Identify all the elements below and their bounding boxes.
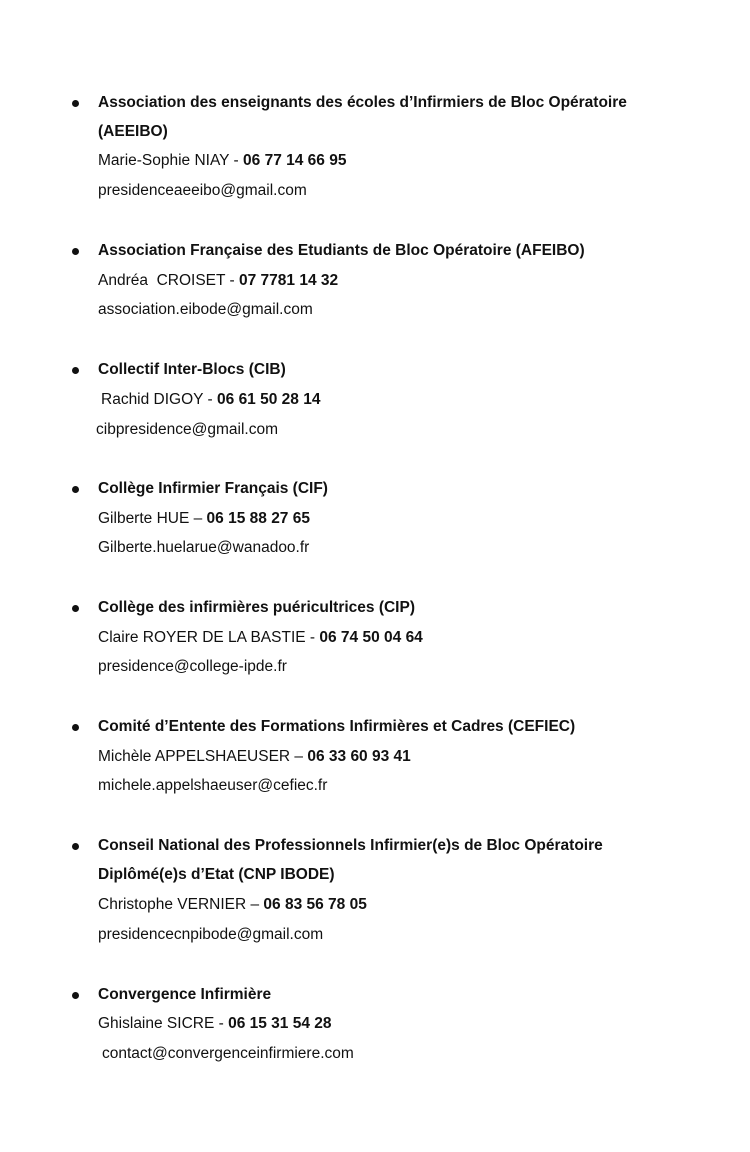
contact-name: Rachid DIGOY (101, 391, 204, 408)
contact-name: Christophe VERNIER (98, 896, 247, 913)
organization-title: Association Française des Etudiants de Bloc Opératoire (AFEIBO) (98, 242, 585, 259)
phone-number: 06 77 14 66 95 (243, 152, 347, 169)
bullet-icon (72, 367, 79, 374)
contact-name: Marie-Sophie NIAY (98, 152, 230, 169)
bullet-icon (72, 486, 79, 493)
contact-line (98, 747, 411, 767)
email-address: cibpresidence@gmail.com (96, 421, 279, 438)
contact-name: Claire ROYER DE LA BASTIE (98, 629, 306, 646)
separator: - (305, 629, 320, 646)
organization-title: Association des enseignants des écoles d’Infirmiers de Bloc Opératoire (98, 94, 627, 111)
organization-title: Comité d’Entente des Formations Infirmières et Cadres (CEFIEC) (98, 718, 576, 735)
bullet-icon (72, 843, 79, 850)
bullet-icon (72, 248, 79, 255)
contact-name: Gilberte HUE (98, 510, 190, 527)
phone-number: 06 15 31 54 28 (228, 1015, 332, 1032)
bullet-icon (72, 605, 79, 612)
contact-name: Ghislaine SICRE (98, 1015, 215, 1032)
phone-number: 06 61 50 28 14 (217, 391, 321, 408)
bullet-icon (72, 992, 79, 999)
organization-title: Conseil National des Professionnels Infirmier(e)s de Bloc Opératoire (98, 837, 603, 854)
bullet-icon (72, 100, 79, 107)
organization-title: Diplômé(e)s d’Etat (CNP IBODE) (98, 866, 335, 883)
phone-number: 06 15 88 27 65 (206, 510, 310, 527)
organization-title: Collège Infirmier Français (CIF) (98, 480, 328, 497)
contact-line (98, 151, 346, 171)
phone-number: 07 7781 14 32 (239, 272, 339, 289)
organization-title: Convergence Infirmière (98, 986, 272, 1003)
contact-line (98, 628, 423, 648)
separator: - (214, 1015, 229, 1032)
contact-name: Andréa CROISET (98, 272, 226, 289)
email-address: Gilberte.huelarue@wanadoo.fr (98, 539, 310, 556)
contact-line (98, 271, 338, 291)
organization-title: (AEEIBO) (98, 123, 168, 140)
phone-number: 06 83 56 78 05 (263, 896, 367, 913)
contact-name: Michèle APPELSHAEUSER (98, 748, 291, 765)
contact-line (98, 895, 367, 915)
email-address: presidencecnpibode@gmail.com (98, 926, 324, 943)
organization-title: Collectif Inter-Blocs (CIB) (98, 361, 286, 378)
separator: – (246, 896, 264, 913)
separator: – (189, 510, 207, 527)
separator: – (290, 748, 308, 765)
email-address: presidence@college-ipde.fr (98, 658, 287, 675)
separator: - (225, 272, 239, 289)
email-address: michele.appelshaeuser@cefiec.fr (98, 777, 328, 794)
phone-number: 06 74 50 04 64 (319, 629, 423, 646)
email-address: contact@convergenceinfirmiere.com (102, 1045, 354, 1062)
bullet-icon (72, 724, 79, 731)
email-address: presidenceaeeibo@gmail.com (98, 182, 307, 199)
organization-title: Collège des infirmières puéricultrices (CIP) (98, 599, 415, 616)
contact-line (98, 509, 310, 529)
separator: - (229, 152, 244, 169)
phone-number: 06 33 60 93 41 (307, 748, 411, 765)
contact-line (98, 1014, 332, 1034)
separator: - (203, 391, 218, 408)
email-address: association.eibode@gmail.com (98, 301, 313, 318)
contact-line (101, 390, 320, 410)
